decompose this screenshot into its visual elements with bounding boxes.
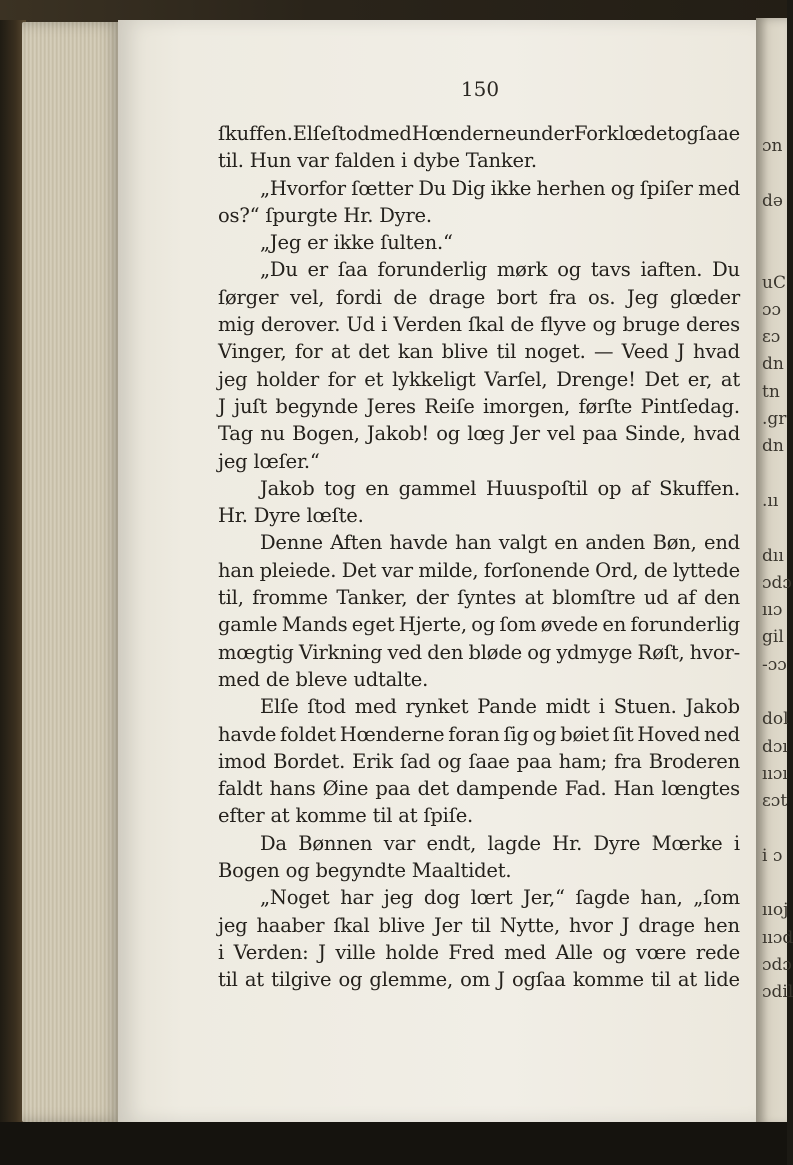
text-line: „Hvorfor ſœtter Du Dig ikke herhen og ſpiſer med — [260, 176, 740, 200]
text-line: faldt hans Øine paa det dampende Fad. Han lœngtes — [218, 777, 740, 801]
next-page-fragment: tn — [762, 381, 780, 402]
page-text — [218, 120, 740, 994]
next-page-fragment: dɔı — [762, 736, 788, 757]
background-surface — [0, 1122, 787, 1165]
next-page-fragment: -ɔɔ — [762, 654, 787, 675]
next-page-fragment: də — [762, 190, 783, 211]
text-line: Denne Aften havde han valgt en anden Bøn, end — [260, 531, 740, 555]
next-page-fragment: ɔn — [762, 136, 783, 156]
next-page-fragment: dn — [762, 354, 784, 375]
next-page-fragment: dol — [762, 709, 789, 730]
text-line: til at tilgive og glemme, om J ogſaa komme til at lide — [218, 968, 740, 992]
next-page-fragment: ɔdɔ — [762, 572, 792, 593]
text-line: til, fromme Tanker, der ſyntes at blomſtre ud af den — [218, 586, 740, 610]
page-number: 150 — [460, 77, 500, 101]
next-page-fragment: ɛɔ — [762, 327, 781, 348]
next-page-fragment: ɔdil — [762, 982, 793, 1003]
text-line: mœgtig Virkning ved den bløde og ydmyge Røſt, hvor- — [218, 640, 740, 664]
text-line: Elſe ſtod med rynket Pande midt i Stuen. Jakob — [260, 695, 740, 719]
text-line: os?“ ſpurgte Hr. Dyre. — [218, 203, 432, 227]
next-page-fragment: ııɔı — [762, 763, 788, 784]
next-page-fragment: ɔdɔ — [762, 955, 792, 975]
text-line: til. Hun var falden i dybe Tanker. — [218, 149, 537, 173]
text-line: i Verden: J ville holde Fred med Alle og vœre rede — [218, 940, 740, 964]
text-line: Tag nu Bogen, Jakob! og lœg Jer vel paa Sinde, hvad — [218, 422, 740, 446]
text-line: ſørger vel, fordi de drage bort fra os. Jeg glœder — [218, 285, 740, 309]
next-page-fragment: ııɔ — [762, 600, 783, 621]
text-line: ſkuffen. Elſe ſtod med Hœnderne under Forklœdet og ſaae — [218, 122, 740, 145]
text-line: jeg lœſer.“ — [218, 449, 320, 473]
next-page-fragment: i ɔ — [762, 845, 783, 866]
next-page-fragment: dn — [762, 436, 784, 457]
next-page-fragment: .ıı — [762, 490, 779, 511]
next-page-fragment: dıı — [762, 545, 784, 566]
text-line: efter at komme til at ſpiſe. — [218, 804, 474, 828]
text-line: mig derover. Ud i Verden ſkal de flyve og bruge deres — [218, 313, 740, 337]
text-line: Jakob tog en gammel Huuspoſtil op af Skuffen. — [260, 476, 740, 500]
next-page-fragment: gil — [762, 627, 784, 648]
text-line: Hr. Dyre lœſte. — [218, 504, 364, 528]
next-page-fragment: .gr — [762, 409, 787, 429]
text-line: havde foldet Hœnderne foran ſig og bøiet ſit Hoved ned — [218, 722, 740, 746]
text-line: „Jeg er ikke ſulten.“ — [260, 231, 453, 255]
stacked-page-edges — [22, 22, 122, 1122]
text-line: Da Bønnen var endt, lagde Hr. Dyre Mœrke i — [260, 831, 740, 855]
text-line: han pleiede. Det var milde, forſonende Ord, de lyttede — [218, 558, 740, 582]
next-page-fragment: uC — [762, 272, 786, 293]
next-page-fragment: ɛɔt — [762, 791, 788, 812]
text-line: med de bleve udtalte. — [218, 667, 429, 691]
text-line: imod Bordet. Erik ſad og ſaae paa ham; fra Broderen — [218, 749, 740, 773]
text-line: Bogen og begyndte Maaltidet. — [218, 859, 512, 883]
text-line: J juſt begynde Jeres Reiſe imorgen, førſte Pintſedag. — [218, 394, 740, 418]
text-line: jeg holder for et lykkeligt Varſel, Drenge! Det er, at — [218, 367, 740, 391]
text-line: Vinger, for at det kan blive til noget. — Veed J hvad — [218, 340, 740, 364]
text-line: „Noget har jeg dog lœrt Jer,“ ſagde han, „ſom — [260, 886, 740, 910]
next-page-fragment: ɔɔ — [762, 299, 782, 320]
next-page-fragment: ııoj — [762, 900, 789, 921]
text-line: jeg haaber ſkal blive Jer til Nytte, hvor J drage hen — [218, 913, 740, 937]
next-page-strip — [756, 18, 793, 1126]
next-page-fragment: ııɔd — [762, 927, 793, 948]
text-line: gamle Mands eget Hjerte, og ſom øvede en forunderlig — [218, 613, 740, 637]
text-line: „Du er ſaa forunderlig mørk og tavs iaften. Du — [260, 258, 740, 282]
